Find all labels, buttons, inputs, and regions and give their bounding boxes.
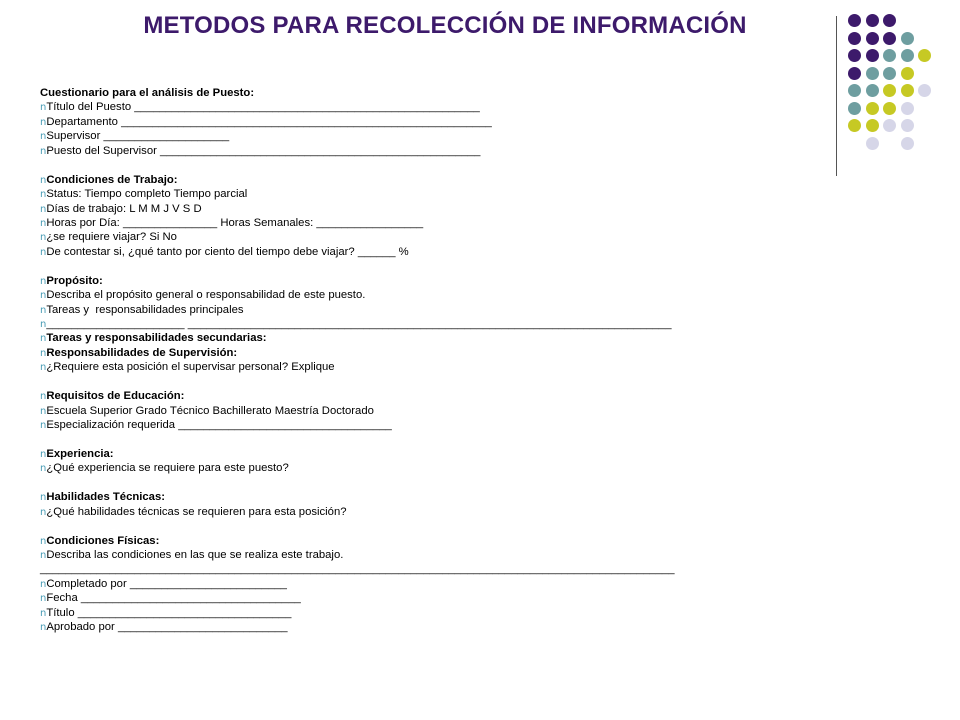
bullet-icon: n xyxy=(40,420,47,432)
line-text: ______________________ _____________________________________________________________________________ xyxy=(46,318,672,330)
blank-line xyxy=(40,158,740,172)
decorative-dot xyxy=(901,102,914,115)
line-text: Puesto del Supervisor ___________________________________________________ xyxy=(46,144,481,157)
line-text: Título del Puesto _______________________________________________________ xyxy=(46,101,480,114)
questionnaire-line xyxy=(40,548,740,562)
decorative-dot xyxy=(901,49,914,62)
questionnaire-line xyxy=(40,288,740,302)
questionnaire-line xyxy=(40,577,740,591)
questionnaire-line xyxy=(40,389,740,403)
page-title: METODOS PARA RECOLECCIÓN DE INFORMACIÓN xyxy=(143,12,747,39)
questionnaire-body xyxy=(40,86,740,635)
decorative-dot xyxy=(866,32,879,45)
decorative-dot xyxy=(866,102,879,115)
questionnaire-line xyxy=(40,100,740,114)
decorative-dot xyxy=(883,102,896,115)
questionnaire-line xyxy=(40,606,740,620)
decorative-dot xyxy=(848,119,861,132)
bullet-icon: n xyxy=(40,347,47,359)
line-text: Propósito: xyxy=(46,274,103,287)
bullet-icon: n xyxy=(40,189,47,201)
decorative-dot xyxy=(883,84,896,97)
decorative-dot xyxy=(883,14,896,27)
decorative-dot xyxy=(883,67,896,80)
bullet-icon: n xyxy=(40,131,47,143)
bullet-icon: n xyxy=(40,217,47,229)
bullet-icon: n xyxy=(40,319,47,330)
bullet-icon: n xyxy=(40,304,47,316)
questionnaire-line xyxy=(40,303,740,317)
bullet-icon: n xyxy=(40,607,47,619)
questionnaire-line xyxy=(40,534,740,548)
line-text: Habilidades Técnicas: xyxy=(46,491,166,504)
decorative-dot xyxy=(901,137,914,150)
questionnaire-line xyxy=(40,216,740,230)
line-text: Tareas y responsabilidades principales xyxy=(46,303,244,316)
bullet-icon: n xyxy=(40,174,47,186)
line-text: Fecha ___________________________________ xyxy=(46,592,301,605)
line-text: ¿Qué experiencia se requiere para este puesto? xyxy=(46,462,289,475)
bullet-icon: n xyxy=(40,578,47,590)
line-text: Horas por Día: _______________ Horas Semanales: _________________ xyxy=(46,216,424,229)
decorative-dot xyxy=(848,14,861,27)
bullet-icon: n xyxy=(40,622,47,634)
line-text: Título __________________________________ xyxy=(46,606,292,619)
questionnaire-line xyxy=(40,404,740,418)
questionnaire-line xyxy=(40,346,740,360)
decorative-dot xyxy=(901,119,914,132)
bullet-icon: n xyxy=(40,405,47,417)
questionnaire-line xyxy=(40,418,740,432)
blank-line xyxy=(40,259,740,273)
line-text: Completado por _________________________ xyxy=(46,577,287,590)
bullet-icon: n xyxy=(40,116,47,128)
questionnaire-line xyxy=(40,173,740,187)
decorative-dot-grid xyxy=(848,14,948,164)
blank-line xyxy=(40,476,740,490)
bullet-icon: n xyxy=(40,275,47,287)
questionnaire-line xyxy=(40,317,740,331)
line-text: Condiciones Físicas: xyxy=(46,534,160,547)
decorative-dot xyxy=(883,32,896,45)
decorative-dot xyxy=(883,49,896,62)
bullet-icon: n xyxy=(40,102,47,114)
bullet-icon: n xyxy=(40,492,47,504)
bullet-icon: n xyxy=(40,333,47,345)
line-text: Departamento ___________________________________________________________ xyxy=(46,115,492,128)
decorative-dot xyxy=(901,84,914,97)
questionnaire-line xyxy=(40,331,740,345)
questionnaire-line xyxy=(40,115,740,129)
decorative-dot xyxy=(848,67,861,80)
line-text: _____________________________________________________________________________________________________ xyxy=(40,563,675,576)
decorative-dot xyxy=(866,49,879,62)
decorative-dot xyxy=(848,84,861,97)
blank-line xyxy=(40,375,740,389)
questionnaire-line xyxy=(40,86,740,100)
bullet-icon: n xyxy=(40,290,47,302)
questionnaire-line xyxy=(40,129,740,143)
line-text: Escuela Superior Grado Técnico Bachillerato Maestría Doctorado xyxy=(46,404,374,417)
bullet-icon: n xyxy=(40,535,47,547)
line-text: Requisitos de Educación: xyxy=(46,390,185,403)
line-text: Condiciones de Trabajo: xyxy=(46,173,178,186)
bullet-icon: n xyxy=(40,448,47,460)
line-text: Aprobado por ___________________________ xyxy=(46,621,288,634)
questionnaire-line xyxy=(40,562,740,576)
line-text: ¿Requiere esta posición el supervisar personal? Explique xyxy=(46,361,335,374)
decorative-dot xyxy=(848,32,861,45)
decorative-dot xyxy=(883,119,896,132)
divider-line xyxy=(836,16,837,176)
line-text: ¿Qué habilidades técnicas se requieren para esta posición? xyxy=(46,505,347,518)
line-text: ¿se requiere viajar? Si No xyxy=(46,231,177,244)
bullet-icon: n xyxy=(40,463,47,475)
bullet-icon: n xyxy=(40,246,47,258)
line-text: Responsabilidades de Supervisión: xyxy=(46,346,238,359)
decorative-dot xyxy=(866,67,879,80)
decorative-dot xyxy=(848,49,861,62)
line-text: Describa el propósito general o responsabilidad de este puesto. xyxy=(46,289,366,302)
decorative-dot xyxy=(866,14,879,27)
decorative-dot xyxy=(918,84,931,97)
line-text: Tareas y responsabilidades secundarias: xyxy=(46,332,267,345)
questionnaire-line xyxy=(40,591,740,605)
line-text: Cuestionario para el análisis de Puesto: xyxy=(40,87,255,99)
line-text: De contestar si, ¿qué tanto por ciento del tiempo debe viajar? ______ % xyxy=(46,245,409,258)
decorative-dot xyxy=(848,102,861,115)
line-text: Experiencia: xyxy=(46,447,114,460)
blank-line xyxy=(40,433,740,447)
bullet-icon: n xyxy=(40,362,47,374)
questionnaire-line xyxy=(40,447,740,461)
line-text: Describa las condiciones en las que se realiza este trabajo. xyxy=(46,549,344,561)
bullet-icon: n xyxy=(40,391,47,403)
line-text: Días de trabajo: L M M J V S D xyxy=(46,202,202,215)
decorative-dot xyxy=(901,67,914,80)
questionnaire-line xyxy=(40,274,740,288)
bullet-icon: n xyxy=(40,593,47,605)
questionnaire-line xyxy=(40,620,740,634)
bullet-icon: n xyxy=(40,506,47,518)
questionnaire-line xyxy=(40,360,740,374)
decorative-dot xyxy=(901,32,914,45)
questionnaire-line xyxy=(40,144,740,158)
bullet-icon: n xyxy=(40,550,47,561)
decorative-dot xyxy=(918,49,931,62)
questionnaire-line xyxy=(40,490,740,504)
questionnaire-line xyxy=(40,461,740,475)
questionnaire-line xyxy=(40,202,740,216)
decorative-dot xyxy=(866,119,879,132)
questionnaire-line xyxy=(40,230,740,244)
line-text: Supervisor ____________________ xyxy=(46,130,230,143)
questionnaire-line xyxy=(40,187,740,201)
blank-line xyxy=(40,519,740,533)
questionnaire-line xyxy=(40,505,740,519)
bullet-icon: n xyxy=(40,232,47,244)
decorative-dot xyxy=(866,84,879,97)
line-text: Status: Tiempo completo Tiempo parcial xyxy=(46,188,248,201)
bullet-icon: n xyxy=(40,145,47,157)
decorative-dot xyxy=(866,137,879,150)
questionnaire-line xyxy=(40,245,740,259)
line-text: Especialización requerida __________________________________ xyxy=(46,419,392,432)
bullet-icon: n xyxy=(40,203,47,215)
